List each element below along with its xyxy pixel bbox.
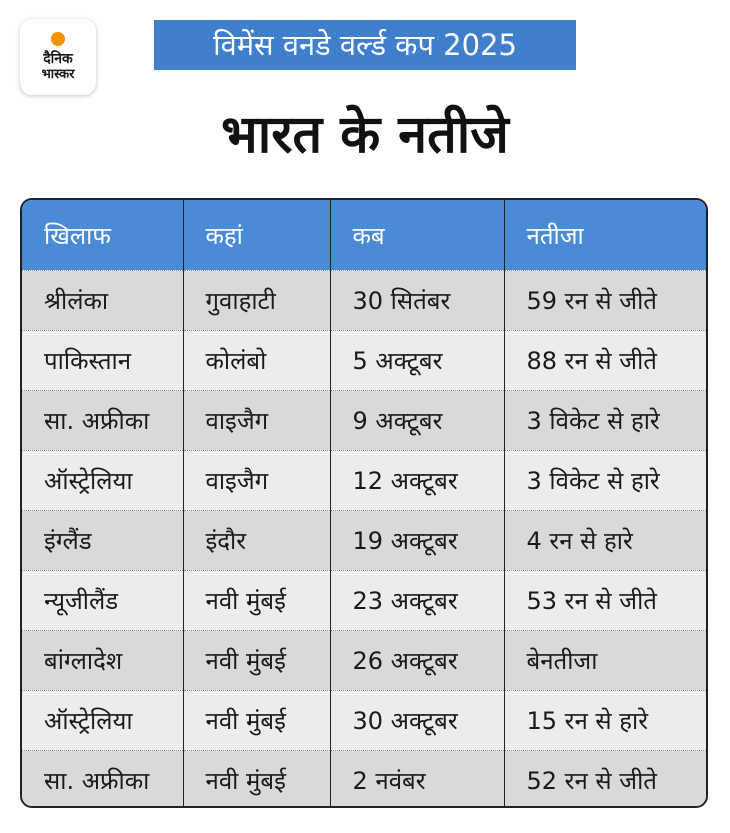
cell-venue: नवी मुंबई xyxy=(183,571,330,631)
table-row xyxy=(22,691,708,751)
cell-venue: नवी मुंबई xyxy=(183,691,330,751)
header-opponent: खिलाफ xyxy=(22,200,183,271)
cell-venue: इंदौर xyxy=(183,511,330,571)
cell-opponent: बांग्लादेश xyxy=(22,631,183,691)
cell-result: 15 रन से हारे xyxy=(504,691,708,751)
cell-opponent: श्रीलंका xyxy=(22,271,183,331)
header-result: नतीजा xyxy=(504,200,708,271)
table-row xyxy=(22,331,708,391)
cell-date: 2 नवंबर xyxy=(330,751,504,809)
table-row xyxy=(22,511,708,571)
cell-opponent: सा. अफ्रीका xyxy=(22,751,183,809)
table-header-row xyxy=(22,200,708,271)
table-row xyxy=(22,391,708,451)
table-row xyxy=(22,751,708,809)
sun-icon xyxy=(51,32,65,46)
dainik-bhaskar-logo xyxy=(20,19,96,95)
cell-opponent: ऑस्ट्रेलिया xyxy=(22,451,183,511)
page-title: भारत के नतीजे xyxy=(221,105,509,165)
header-venue: कहां xyxy=(183,200,330,271)
cell-date: 9 अक्टूबर xyxy=(330,391,504,451)
table-row xyxy=(22,451,708,511)
cell-date: 19 अक्टूबर xyxy=(330,511,504,571)
cell-venue: नवी मुंबई xyxy=(183,751,330,809)
cell-venue: कोलंबो xyxy=(183,331,330,391)
cell-result: 53 रन से जीते xyxy=(504,571,708,631)
cell-date: 12 अक्टूबर xyxy=(330,451,504,511)
cell-date: 30 सितंबर xyxy=(330,271,504,331)
table-row xyxy=(22,271,708,331)
cell-venue: गुवाहाटी xyxy=(183,271,330,331)
cell-opponent: सा. अफ्रीका xyxy=(22,391,183,451)
logo-text-line1: दैनिक xyxy=(43,50,73,67)
cell-date: 30 अक्टूबर xyxy=(330,691,504,751)
tournament-banner: विमेंस वनडे वर्ल्ड कप 2025 xyxy=(154,20,576,70)
cell-result: 4 रन से हारे xyxy=(504,511,708,571)
header-date: कब xyxy=(330,200,504,271)
cell-result: 3 विकेट से हारे xyxy=(504,391,708,451)
cell-venue: नवी मुंबई xyxy=(183,631,330,691)
cell-result: 88 रन से जीते xyxy=(504,331,708,391)
cell-result: 59 रन से जीते xyxy=(504,271,708,331)
cell-result: बेनतीजा xyxy=(504,631,708,691)
cell-venue: वाइजैग xyxy=(183,451,330,511)
cell-result: 3 विकेट से हारे xyxy=(504,451,708,511)
logo-text-line2: भास्कर xyxy=(41,66,75,82)
cell-date: 5 अक्टूबर xyxy=(330,331,504,391)
cell-opponent: इंग्लैंड xyxy=(22,511,183,571)
cell-opponent: न्यूजीलैंड xyxy=(22,571,183,631)
table-row xyxy=(22,571,708,631)
cell-date: 23 अक्टूबर xyxy=(330,571,504,631)
cell-result: 52 रन से जीते xyxy=(504,751,708,809)
cell-opponent: ऑस्ट्रेलिया xyxy=(22,691,183,751)
table-row xyxy=(22,631,708,691)
results-table xyxy=(20,198,708,808)
cell-opponent: पाकिस्तान xyxy=(22,331,183,391)
cell-date: 26 अक्टूबर xyxy=(330,631,504,691)
cell-venue: वाइजैग xyxy=(183,391,330,451)
